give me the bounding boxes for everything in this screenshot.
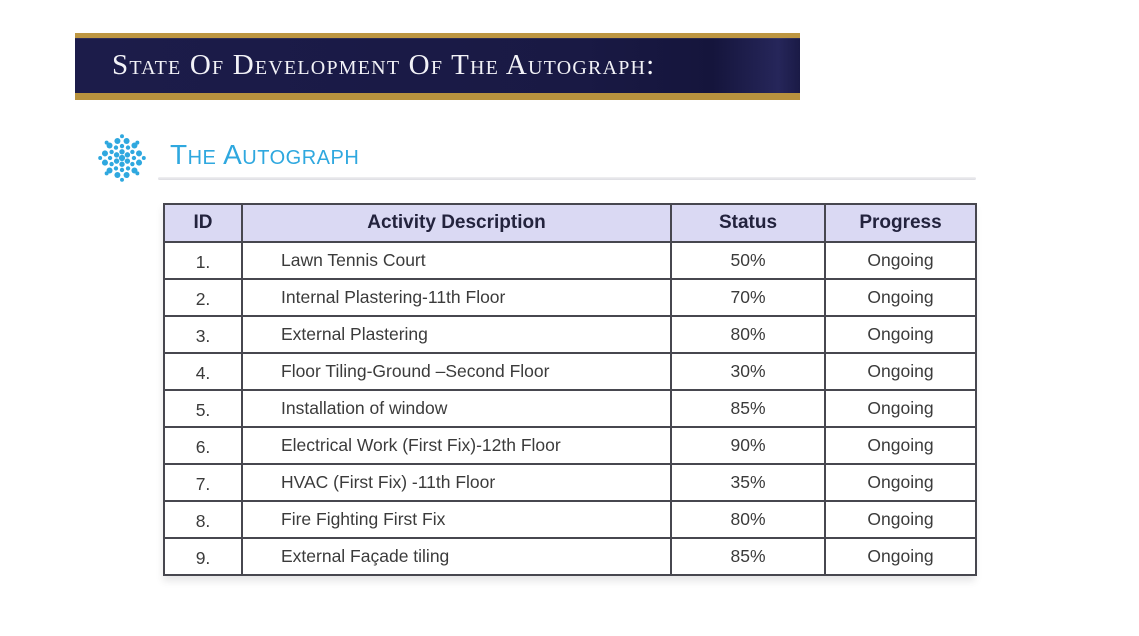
table-row (164, 242, 976, 279)
cell-status: 70% (671, 279, 825, 316)
table-header-row (164, 204, 976, 242)
slide-title: State Of Development Of The Autograph: (112, 49, 656, 81)
cell-id: 5. (164, 390, 242, 427)
cell-id: 1. (164, 242, 242, 279)
cell-id: 2. (164, 279, 242, 316)
table-row (164, 353, 976, 390)
column-header-activity: Activity Description (242, 204, 671, 242)
cell-activity: HVAC (First Fix) -11th Floor (242, 464, 671, 501)
cell-progress: Ongoing (825, 353, 976, 390)
title-banner (75, 33, 800, 100)
column-header-id: ID (164, 204, 242, 242)
development-status-table (163, 203, 975, 576)
cell-status: 85% (671, 390, 825, 427)
cell-id: 3. (164, 316, 242, 353)
cell-id: 8. (164, 501, 242, 538)
cell-status: 85% (671, 538, 825, 575)
cell-progress: Ongoing (825, 390, 976, 427)
table-row (164, 390, 976, 427)
column-header-status: Status (671, 204, 825, 242)
cell-activity: Fire Fighting First Fix (242, 501, 671, 538)
column-header-progress: Progress (825, 204, 976, 242)
cell-status: 80% (671, 501, 825, 538)
table-row (164, 279, 976, 316)
table-row (164, 538, 976, 575)
section-divider (158, 177, 976, 180)
table-row (164, 427, 976, 464)
cell-id: 4. (164, 353, 242, 390)
table-row (164, 316, 976, 353)
snowflake-icon (95, 131, 149, 185)
section-heading: The Autograph (170, 139, 360, 170)
cell-progress: Ongoing (825, 538, 976, 575)
cell-activity: Internal Plastering-11th Floor (242, 279, 671, 316)
cell-progress: Ongoing (825, 316, 976, 353)
cell-status: 90% (671, 427, 825, 464)
cell-progress: Ongoing (825, 279, 976, 316)
cell-progress: Ongoing (825, 464, 976, 501)
cell-id: 9. (164, 538, 242, 575)
cell-status: 50% (671, 242, 825, 279)
cell-id: 6. (164, 427, 242, 464)
cell-activity: External Façade tiling (242, 538, 671, 575)
cell-status: 80% (671, 316, 825, 353)
table-row (164, 464, 976, 501)
cell-activity: Lawn Tennis Court (242, 242, 671, 279)
cell-activity: Floor Tiling-Ground –Second Floor (242, 353, 671, 390)
cell-activity: Installation of window (242, 390, 671, 427)
cell-id: 7. (164, 464, 242, 501)
table-row (164, 501, 976, 538)
cell-status: 35% (671, 464, 825, 501)
cell-progress: Ongoing (825, 242, 976, 279)
cell-activity: Electrical Work (First Fix)-12th Floor (242, 427, 671, 464)
cell-progress: Ongoing (825, 501, 976, 538)
cell-progress: Ongoing (825, 427, 976, 464)
cell-activity: External Plastering (242, 316, 671, 353)
cell-status: 30% (671, 353, 825, 390)
